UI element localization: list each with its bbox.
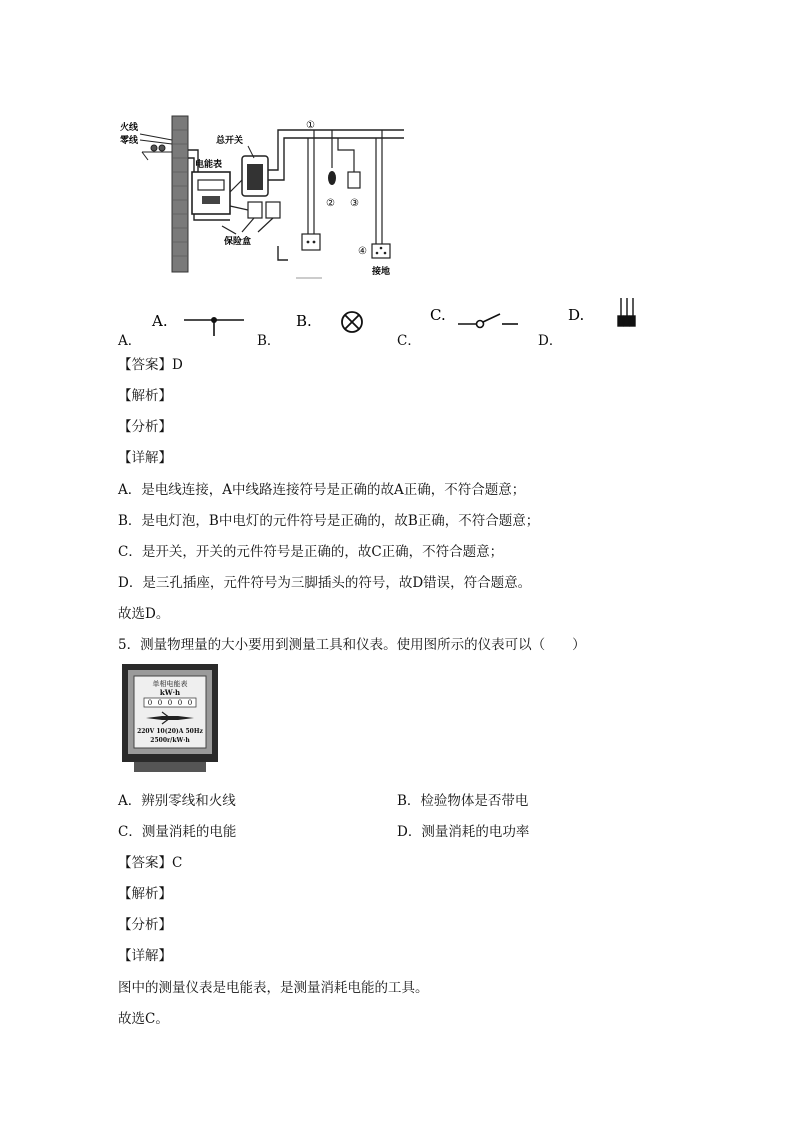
option-c-marker: C． <box>397 333 421 349</box>
q5-fenxi-heading: 【分析】 <box>118 917 172 933</box>
live-wire-label: 火线 <box>120 123 139 133</box>
option-b-letter: B. <box>296 312 312 330</box>
q4-conclusion: 故选D。 <box>118 606 170 622</box>
energy-meter-figure <box>122 664 218 772</box>
q4-answer: 【答案】D <box>118 357 183 373</box>
q4-fenxi-heading: 【分析】 <box>118 419 172 435</box>
circled-3-label: ③ <box>350 198 359 209</box>
circled-1-label: ① <box>306 120 315 131</box>
lamp-bulb <box>328 171 336 185</box>
circled-4-label: ④ <box>358 246 367 257</box>
option-d-letter: D. <box>568 306 585 324</box>
q4-detail-a: A．是电线连接，A中线路连接符号是正确的故A正确，不符合题意； <box>118 482 526 498</box>
meter-title: 单相电能表 <box>152 680 188 688</box>
ground-label: 接地 <box>372 267 391 277</box>
q5-answer: 【答案】C <box>118 855 183 871</box>
q4-detail-c: C．是开关，开关的元件符号是正确的，故C正确，不符合题意； <box>118 544 504 560</box>
option-b-marker: B． <box>257 333 281 349</box>
two-pin-outlet <box>302 234 320 250</box>
circled-2-label: ② <box>326 198 335 209</box>
q5-option-c: C．测量消耗的电能 <box>118 824 237 840</box>
q5-conclusion: 故选C。 <box>118 1011 169 1027</box>
q5-xiangjie-heading: 【详解】 <box>118 948 172 964</box>
three-pin-socket <box>372 244 390 258</box>
q4-detail-b: B．是电灯泡，B中电灯的元件符号是正确的，故B正确，不符合题意； <box>118 513 540 529</box>
q4-detail-d: D．是三孔插座，元件符号为三脚插头的符号，故D错误，符合题意。 <box>118 575 532 591</box>
neutral-wire-label: 零线 <box>120 136 139 146</box>
q5-option-b: B．检验物体是否带电 <box>397 793 529 809</box>
option-a-marker: A． <box>118 333 142 349</box>
q4-xiangjie-heading: 【详解】 <box>118 450 172 466</box>
three-pin-plug-symbol <box>618 298 635 326</box>
option-a-letter: A. <box>152 312 168 330</box>
lamp-symbol <box>342 312 362 332</box>
meter-rate: 2500r/kW·h <box>150 737 190 744</box>
meter-digit: 0 <box>187 699 193 707</box>
energy-meter-label: 电能表 <box>195 160 223 170</box>
meter-digit: 0 <box>167 699 173 707</box>
household-wiring-diagram <box>118 110 418 286</box>
meter-spec: 220V 10(20)A 50Hz <box>137 728 203 735</box>
option-d-marker: D． <box>538 333 563 349</box>
q5-option-a: A．辨别零线和火线 <box>118 793 236 809</box>
meter-digit: 0 <box>147 699 153 707</box>
q5-question: 5．测量物理量的大小要用到测量工具和仪表。使用图所示的仪表可以（ ） <box>118 637 586 653</box>
q5-option-d: D．测量消耗的电功率 <box>397 824 530 840</box>
brick-wall <box>172 116 188 272</box>
fuse-box-label: 保险盒 <box>224 237 252 247</box>
meter-digit: 0 <box>177 699 183 707</box>
meter-digit: 0 <box>157 699 163 707</box>
wall-switch <box>348 172 360 188</box>
q5-jiexi-heading: 【解析】 <box>118 886 172 902</box>
option-c-letter: C. <box>430 306 446 324</box>
fuse-box <box>248 202 262 218</box>
meter-unit: kW·h <box>159 688 181 697</box>
q4-jiexi-heading: 【解析】 <box>118 388 172 404</box>
energy-meter-box <box>192 172 230 214</box>
q5-detail: 图中的测量仪表是电能表，是测量消耗电能的工具。 <box>118 980 429 996</box>
switch-symbol <box>458 314 518 328</box>
main-switch-label: 总开关 <box>216 136 244 146</box>
